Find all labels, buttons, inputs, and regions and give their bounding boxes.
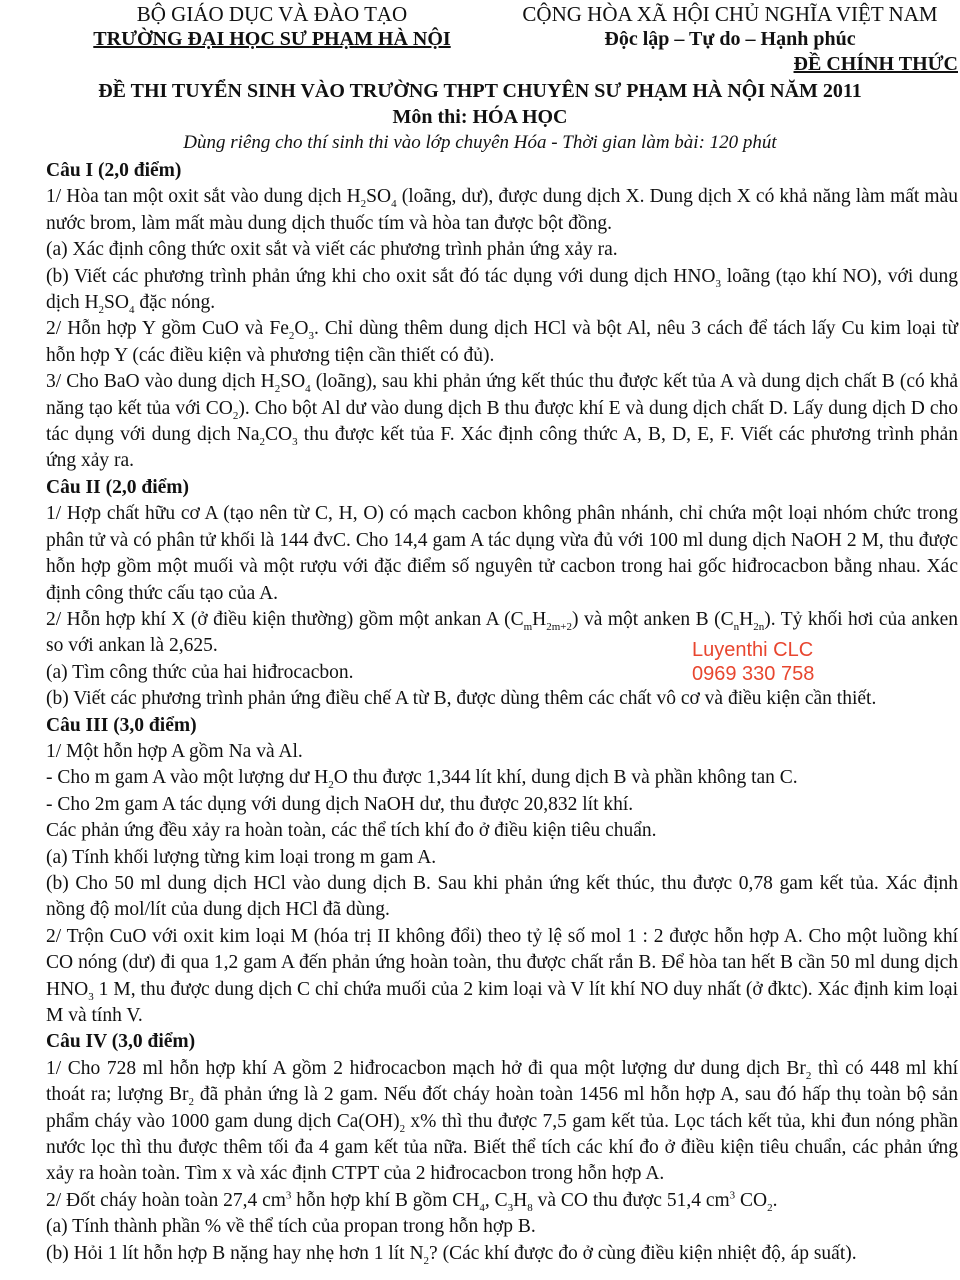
q2-part1: 1/ Hợp chất hữu cơ A (tạo nên từ C, H, O) có mạch cacbon không phân nhánh, chỉ chứa một loại nhóm chức trong phân tử và có phân tử khối là 144 đvC. Cho 14,4 gam A tác dụng vừa đủ với 100 ml dung dịch NaOH 2 M, thu được hỗn hợp gồm một muối và một rượu với đặc điểm số nguyên tử cacbon trong hai gốc hiđrocacbon bằng nhau. Xác định công thức cấu tạo của A. (46, 503, 958, 604)
section-4-title: Câu IV (3,0 điểm) (46, 1031, 196, 1053)
exam-subject: Môn thi: HÓA HỌC (392, 106, 568, 128)
official-stamp-text: ĐỀ CHÍNH THỨC (793, 53, 958, 75)
q3-part1-step1: - Cho m gam A vào một lượng dư $H_2O$ thu được 1,344 lít khí, dung dịch B và phần không tan C. (46, 767, 798, 792)
q2-part2b: (b) Viết các phương trình phản ứng điều chế A từ B, được dùng thêm các chất vô cơ và điều kiện cần thiết. (46, 688, 877, 710)
q2-part2a: (a) Tìm công thức của hai hiđrocacbon. (46, 661, 354, 683)
q3-part1a: (a) Tính khối lượng từng kim loại trong m gam A. (46, 846, 437, 868)
exam-note: Dùng riêng cho thí sinh thi vào lớp chuyên Hóa - Thời gian làm bài: 120 phút (183, 132, 777, 153)
document-header (0, 0, 960, 56)
section-2-title: Câu II (2,0 điểm) (46, 476, 190, 498)
watermark-line-2: 0969 330 758 (692, 663, 815, 685)
q1-part1a: (a) Xác định công thức oxit sắt và viết các phương trình phản ứng xảy ra. (46, 239, 618, 261)
watermark-line-1: Luyenthi CLC (692, 639, 814, 661)
q4-part2a: (a) Tính thành phần % về thể tích của propan trong hỗn hợp B. (46, 1216, 536, 1238)
watermark (692, 638, 814, 686)
exam-title: ĐỀ THI TUYỂN SINH VÀO TRƯỜNG THPT CHUYÊN SƯ PHẠM HÀ NỘI NĂM 2011 (98, 80, 862, 102)
q3-part2: 2/ Trộn CuO với oxit kim loại M (hóa trị II không đổi) theo tỷ lệ số mol 1 : 2 được hỗn hợp A. Cho một luồng khí CO nóng (dư) đi qua 1,2 gam A đến phản ứng hoàn toàn, thu được chất rắn B. Để hòa tan hết B cần 50 ml dung dịch $HNO_3$ 1 M, thu được dung dịch C chỉ chứa muối của 2 kim loại và V lít khí NO duy nhất (ở đktc). Xác định kim loại M và tính V. (46, 925, 958, 1026)
university-name: TRƯỜNG ĐẠI HỌC SƯ PHẠM HÀ NỘI (93, 28, 451, 50)
q3-part1b: (b) Cho 50 ml dung dịch HCl vào dung dịch B. Sau khi phản ứng kết thúc, thu được 0,78 gam kết tủa. Xác định nồng độ mol/lít của dung dịch HCl đã dùng. (46, 872, 958, 921)
section-3-title: Câu III (3,0 điểm) (46, 714, 197, 736)
q4-part1: 1/ Cho 728 ml hỗn hợp khí A gồm 2 hiđrocacbon mạch hở đi qua một lượng dư dung dịch $Br_2$ thì có 448 ml khí thoát ra; lượng $Br_2$ đã phản ứng là 2 gam. Nếu đốt cháy hoàn toàn 1456 ml hỗn hợp A, sau đó hấp thụ toàn bộ sản phẩm cháy vào 1000 gam dung dịch $Ca(OH)_2$ x% thì thu được 7,5 gam kết tủa. Lọc tách kết tủa, khi đun nóng phần nước lọc thì thu được thêm tối đa 4 gam kết tủa nữa. Biết thể tích các khí đo ở điều kiện tiêu chuẩn, các phản ứng xảy ra hoàn toàn. Tìm x và xác định CTPT của 2 hiđrocacbon trong hỗn hợp A. (46, 1057, 958, 1185)
q1-part1b: (b) Viết các phương trình phản ứng khi cho oxit sắt đó tác dụng với dung dịch $HNO_3$ loãng (tạo khí NO), với dung dịch $H_2SO_4$ đặc nóng. (46, 265, 958, 316)
ministry-name: BỘ GIÁO DỤC VÀ ĐÀO TẠO (136, 2, 408, 26)
section-1-title: Câu I (2,0 điểm) (46, 160, 182, 181)
q3-part1-conditions: Các phản ứng đều xảy ra hoàn toàn, các thể tích khí đo ở điều kiện tiêu chuẩn. (46, 820, 657, 842)
exam-content (46, 158, 958, 1267)
q3-part1-step2: - Cho 2m gam A tác dụng với dung dịch NaOH dư, thu được 20,832 lít khí. (46, 793, 634, 815)
q1-part3: 3/ Cho BaO vào dung dịch $H_2SO_4$ (loãng), sau khi phản ứng kết thúc thu được kết tủa A và dung dịch chất B (có khả năng tạo kết tủa với $CO_2$). Cho bột Al dư vào dung dịch B thu được khí E và dung dịch chất D. Lấy dung dịch D cho tác dụng với dung dịch $Na_2CO_3$ thu được kết tủa F. Xác định công thức A, B, D, E, F. Viết các phương trình phản ứng xảy ra. (46, 371, 959, 472)
republic-name: CỘNG HÒA XÃ HỘI CHỦ NGHĨA VIỆT NAM (522, 2, 938, 26)
q2-part2: 2/ Hỗn hợp khí X (ở điều kiện thường) gồm một ankan A $(C_mH_{2m+2})$ và một anken B $(C_nH_{2n})$. Tỷ khối hơi của anken so với ankan là 2,625. (46, 608, 958, 657)
q1-part2: 2/ Hỗn hợp Y gồm CuO và $Fe_2O_3$. Chỉ dùng thêm dung dịch HCl và bột Al, nêu 3 cách để tách lấy Cu kim loại từ hỗn hợp Y (các điều kiện và phương tiện cần thiết có đủ). (46, 318, 959, 366)
q4-part2b: (b) Hỏi 1 lít hỗn hợp B nặng hay nhẹ hơn 1 lít $N_2$? (Các khí được đo ở cùng điều kiện nhiệt độ, áp suất). (46, 1242, 857, 1267)
q1-part1: 1/ Hòa tan một oxit sắt vào dung dịch $H_2SO_4$ (loãng, dư), được dung dịch X. Dung dịch X có khả năng làm mất màu nước brom, làm mất màu dung dịch thuốc tím và hòa tan được bột đồng. (46, 186, 959, 234)
national-motto: Độc lập – Tự do – Hạnh phúc (604, 28, 856, 50)
q4-part2: 2/ Đốt cháy hoàn toàn 27,4 $cm^3$ hỗn hợp khí B gồm $CH_4$, $C_3H_8$ và CO thu được 51,4 $cm^3$ $CO_2$. (46, 1189, 778, 1214)
q3-part1: 1/ Một hỗn hợp A gồm Na và Al. (46, 740, 303, 762)
